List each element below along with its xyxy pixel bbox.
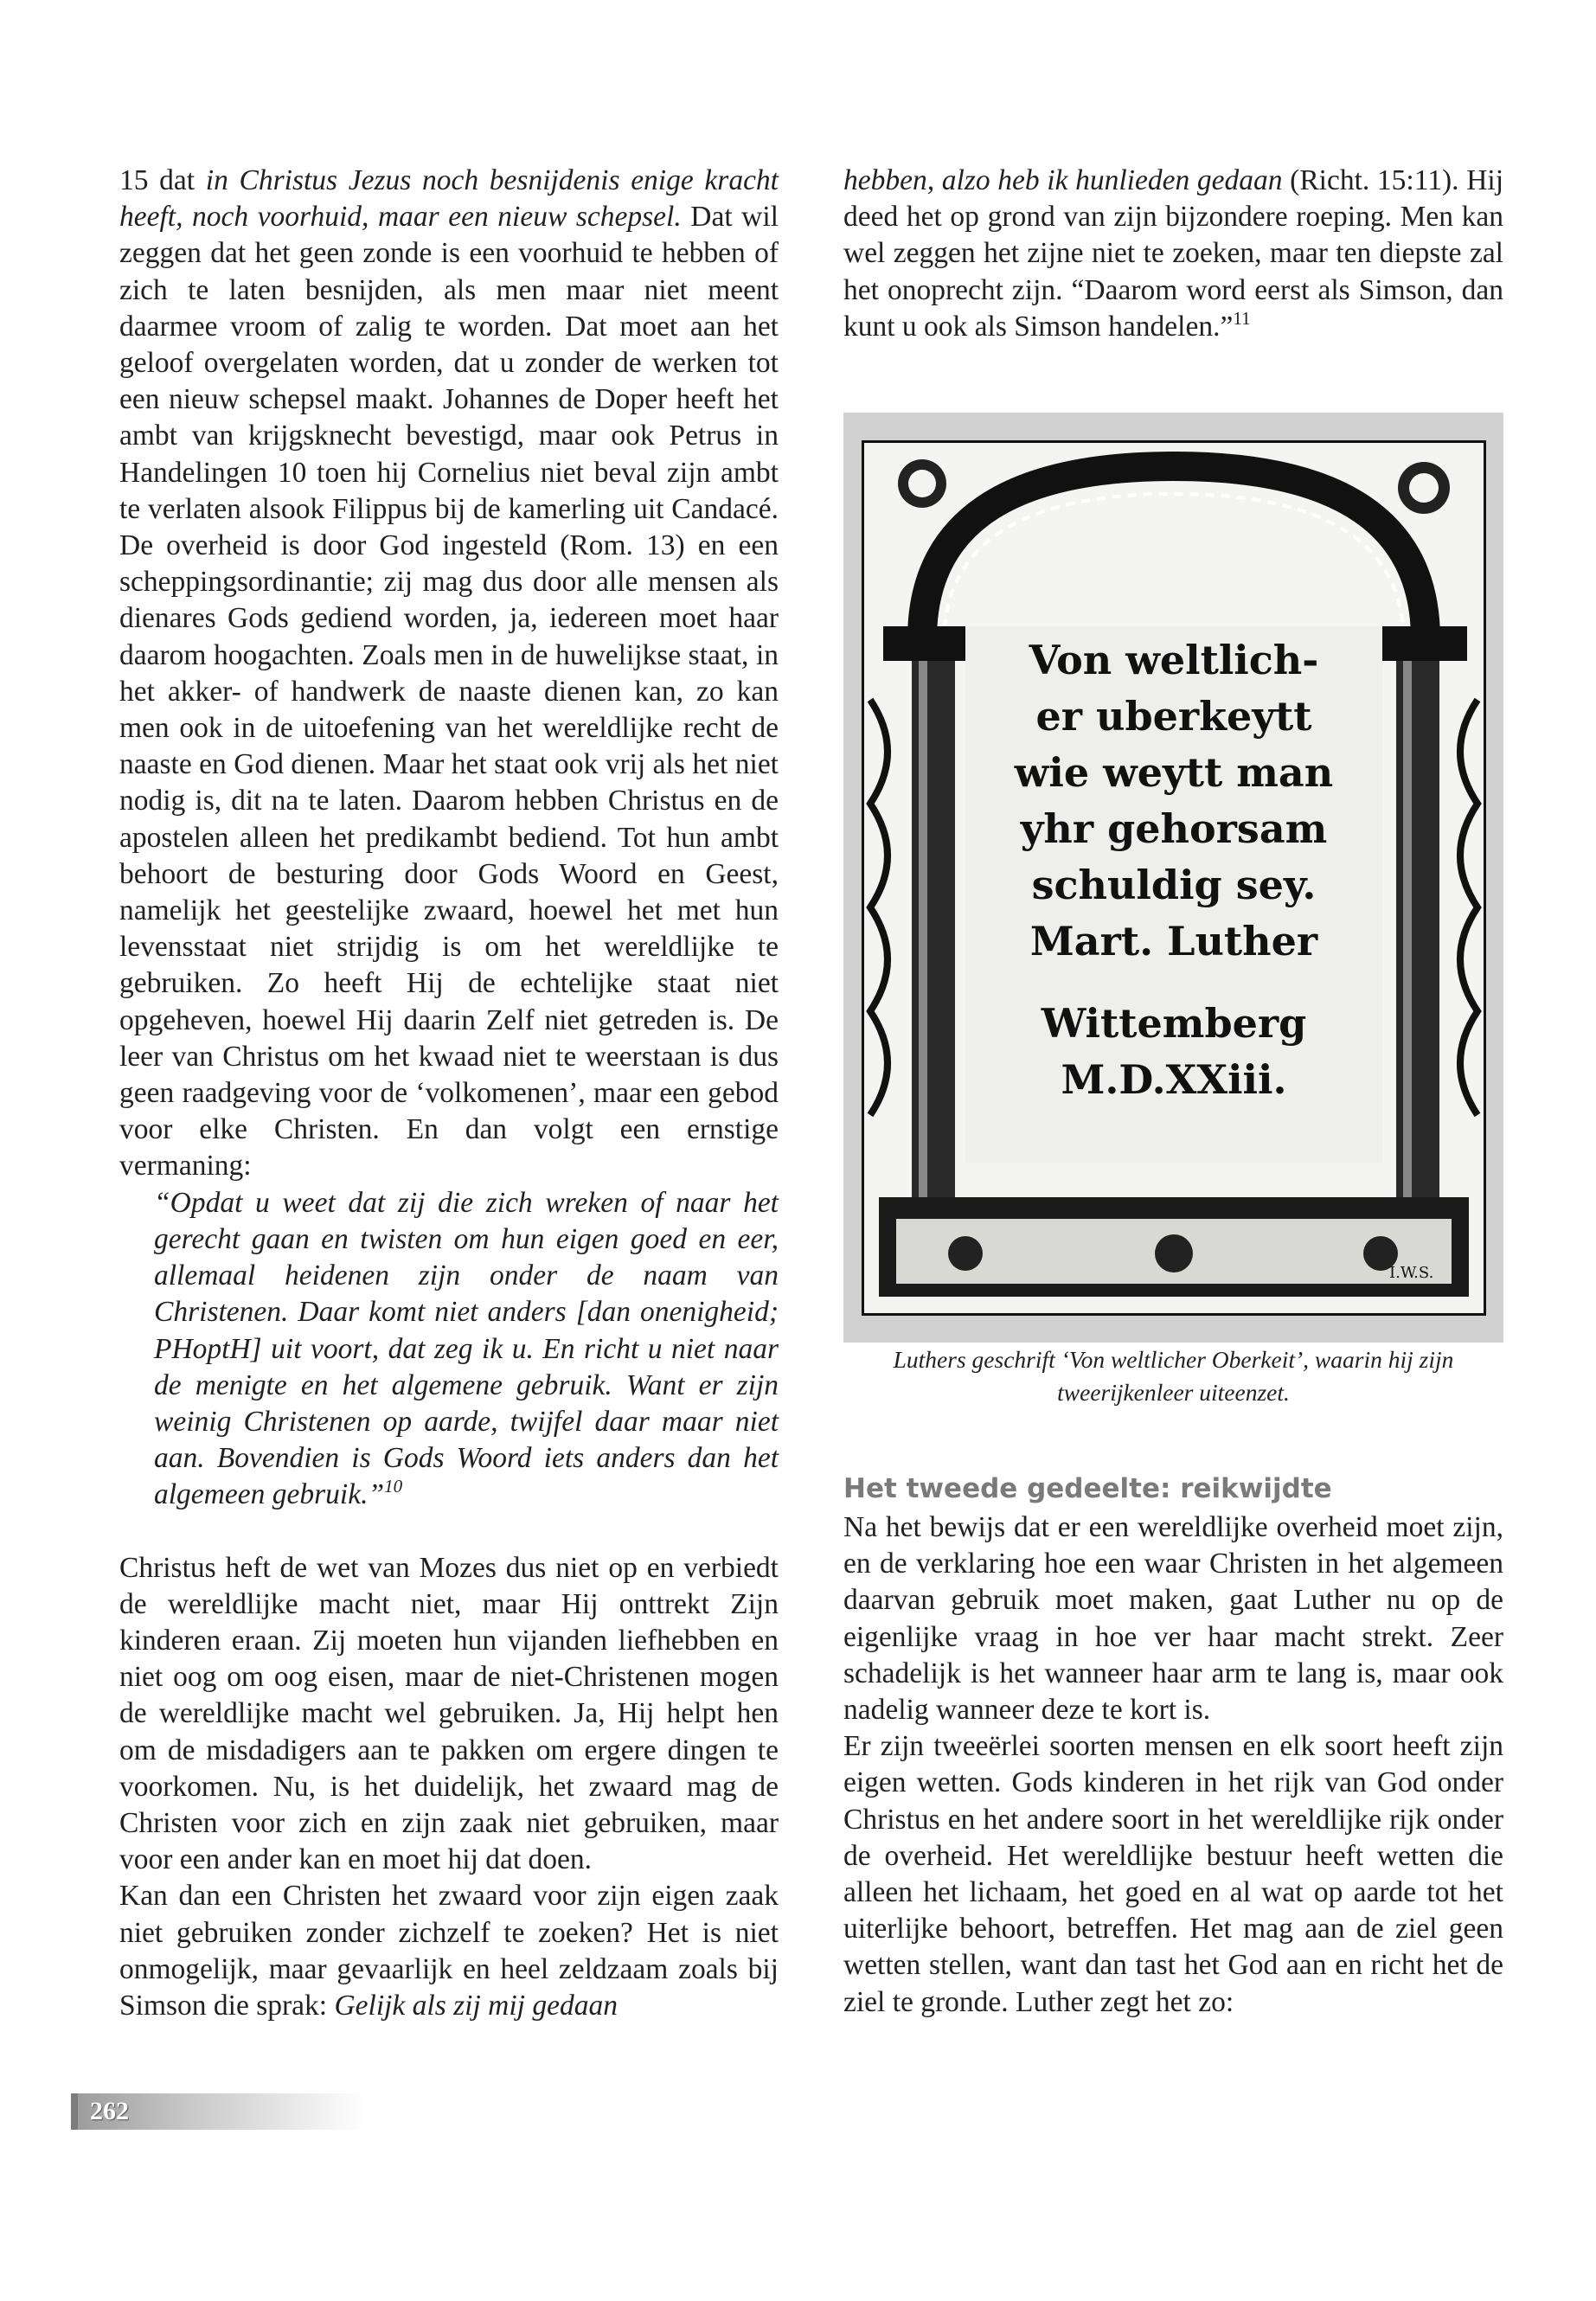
paragraph: Christus heft de wet van Mozes dus niet op en verbiedt de wereldlijke macht niet, maar Hij onttrekt Zijn kinderen eraan. Zij moeten hun vijanden liefhebben en niet oog om oog eisen, maar de niet-Christenen mogen de wereldlijke macht wel gebruiken. Ja, Hij helpt hen om de misdadigers aan te pakken om ergere dingen te voorkomen. Nu, is het duidelijk, het zwaard mag de Christen voor zich en zijn zaak niet gebruiken, maar voor een ander kan en moet hij dat doen. (119, 1551, 779, 1876)
paragraph: Er zijn tweeërlei soorten mensen en elk soort heeft zijn eigen wetten. Gods kinderen in het rijk van God onder Christus en het andere soort in het wereldlijke rijk onder de overheid. Het wereldlijke bestuur heeft wetten die alleen het lichaam, het goed en al wat op aarde tot het uiterlijke behoort, betreffen. Het mag aan de ziel geen wetten stellen, want dan tast het God aan en richt het de ziel te gronde. Luther zegt het zo: (843, 1730, 1503, 2018)
woodcut-title-line: yhr gehorsam (1020, 805, 1328, 852)
text: Kan dan een Christen het zwaard voor zijn eigen zaak niet gebruiken zonder zichzelf te zoeken? Het is niet onmogelijk, maar gevaarlijk en heel zeldzaam zoals bij Simson die sprak: (119, 1880, 779, 2022)
woodcut-illustration (862, 440, 1486, 1316)
paragraph (119, 163, 779, 1185)
page-bar-stub (71, 2093, 78, 2130)
right-column-top (843, 163, 1503, 345)
page-number-bar (71, 2093, 365, 2130)
section-heading: Het tweede gedeelte: reikwijdte (843, 1473, 1332, 1504)
left-column (119, 163, 779, 2024)
right-column-bottom (843, 1509, 1503, 2021)
figure-caption: Luthers geschrift ‘Von weltlicher Oberkeit’, waarin hij zijn tweerijkenleer uiteenzet. (893, 1346, 1454, 1406)
woodcut-title-line: schuldig sey. (1031, 862, 1317, 908)
woodcut-title-line: M.D.XXiii. (1061, 1056, 1287, 1103)
quote-text (154, 1185, 779, 1514)
italic-text: in Christus Jezus noch besnijdenis enige kracht heeft, noch voorhuid, maar een nieuw schepsel. (119, 164, 779, 234)
paragraph (843, 163, 1503, 345)
quote-body: “Opdat u weet dat zij die zich wreken of naar het gerecht gaan en twisten om hun eigen goed en eer, allemaal heidenen zijn onder de naam van Christenen. Daar komt niet anders [dan onenigheid; PHoptH] uit voort, dat zeg ik u. En richt u niet naar de menigte en het algemene gebruik. Want er zijn weinig Christenen op aarde, twijfel daar maar niet aan. Bovendien is Gods Woord iets anders dan het algemeen gebruik.” (154, 1186, 779, 1511)
paragraph (119, 1878, 779, 2024)
italic-text: Gelijk als zij mij gedaan (334, 1989, 618, 2022)
italic-text: hebben, alzo heb ik hunlieden gedaan (843, 164, 1283, 196)
paragraph: Na het bewijs dat er een wereldlijke overheid moet zijn, en de verklaring hoe een waar Christen in het algemeen daarvan gebruik moet maken, gaat Luther nu op de eigenlijke vraag in hoe ver haar macht strekt. Zeer schadelijk is het wanneer haar arm te lang is, maar ook nadelig wanneer deze te kort is. (843, 1511, 1503, 1727)
artist-monogram: I.W.S. (1389, 1264, 1434, 1282)
woodcut-title-line: wie weytt man (1014, 749, 1334, 796)
footnote-ref: 10 (384, 1476, 403, 1497)
title-page-woodcut (843, 413, 1503, 1343)
text: 15 dat (119, 164, 206, 196)
text: Dat wil zeggen dat het geen zonde is een voorhuid te hebben of zich te laten besnijden, als men maar niet meent daarmee vroom of zalig te worden. Dat moet aan het geloof overgelaten worden, dat u zonder de werken tot een nieuw schepsel maakt. Johannes de Doper heeft het ambt van krijgsknecht bevestigd, maar ook Petrus in Handelingen 10 toen hij Cornelius niet beval zijn ambt te verlaten alsook Filippus bij de kamerling uit Candacé. De overheid is door God ingesteld (Rom. 13) en een scheppingsordinantie; zij mag dus door alle mensen als dienares Gods gediend worden, ja, iedereen moet haar daarom hoogachten. Zoals men in de huwelijkse staat, in het akker- of handwerk de naaste dienen kan, zo kan men ook in de uitoefening van het wereldlijke recht de naaste en God dienen. Maar het staat ook vrij als het niet nodig is, dit na te laten. Daarom hebben Christus en de apostelen alleen het predikambt bediend. Tot hun ambt behoort de besturing door Gods Woord en Geest, namelijk het geestelijke zwaard, hoewel het met hun levensstaat niet strijdig is om het wereldlijke te gebruiken. Zo heeft Hij de echtelijke staat niet opgeheven, hoewel Hij daarin Zelf niet getreden is. De leer van Christus om het kwaad niet te weerstaan is dus geen raadgeving voor de ‘volkomenen’, maar een gebod voor elke Christen. En dan volgt een ernstige vermaning: (119, 201, 779, 1183)
woodcut-title-line: er uberkeytt (1035, 693, 1312, 740)
footnote-ref: 11 (1233, 307, 1251, 329)
woodcut-title-line: Wittemberg (1041, 1000, 1307, 1047)
woodcut-title-line: Mart. Luther (1029, 918, 1318, 965)
block-quote (154, 1185, 779, 1514)
woodcut-title-line: Von weltlich- (1029, 637, 1319, 683)
text: (Richt. 15:11). Hij deed het op grond van zijn bijzondere roeping. Men kan wel zeggen het zijne niet te zoeken, maar ten diepste zal het onoprecht zijn. “Daarom word eerst als Simson, dan kunt u ook als Simson handelen.” (843, 164, 1503, 343)
page-number: 262 (90, 2097, 129, 2125)
